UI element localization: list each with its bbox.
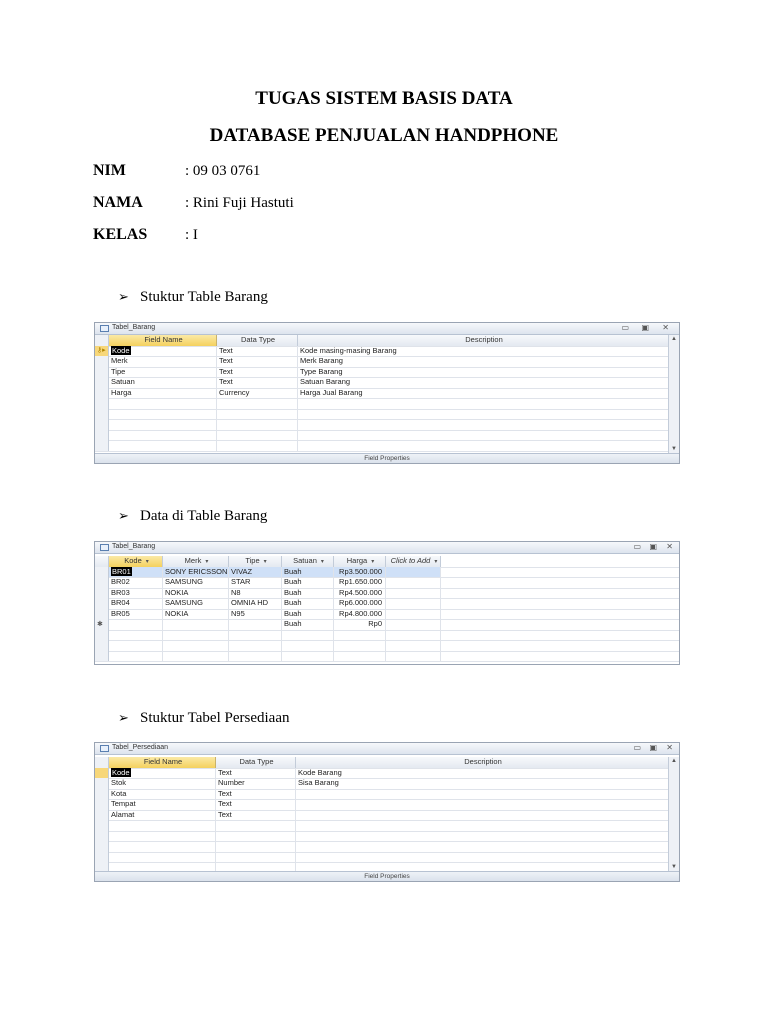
cell-text: Text: [218, 767, 232, 777]
table-cell[interactable]: [109, 598, 163, 609]
table-cell[interactable]: [109, 356, 217, 367]
corner-cell: [95, 757, 109, 768]
table-cell[interactable]: [109, 588, 163, 599]
table-cell[interactable]: [334, 619, 386, 630]
cell-text: BR05: [111, 608, 130, 618]
table-cell[interactable]: [109, 409, 217, 420]
minimize-icon[interactable]: ▭: [621, 323, 629, 332]
cell-text: Kode: [112, 345, 130, 355]
col-header-satuan[interactable]: Satuan ▾: [282, 556, 334, 567]
table-cell[interactable]: [298, 419, 669, 430]
table-cell[interactable]: [282, 598, 334, 609]
cell-text: Harga Jual Barang: [300, 387, 363, 397]
table-row[interactable]: [95, 651, 679, 663]
cell-text: BR03: [111, 587, 130, 597]
table-cell[interactable]: [386, 651, 441, 662]
cell-text: Text: [219, 356, 233, 365]
row-selector[interactable]: [95, 377, 109, 388]
row-selector[interactable]: [95, 630, 109, 641]
table-cell[interactable]: [334, 598, 386, 609]
table-cell[interactable]: [298, 398, 669, 409]
dropdown-icon: ▾: [205, 559, 209, 565]
vertical-scrollbar[interactable]: [668, 757, 679, 871]
arrow-bullet-icon: ➢: [118, 710, 129, 725]
table-cell[interactable]: [109, 440, 217, 451]
table-cell[interactable]: [386, 598, 441, 609]
row-selector[interactable]: [95, 852, 109, 863]
table-cell[interactable]: [298, 367, 669, 378]
row-selector[interactable]: [95, 567, 109, 578]
close-icon[interactable]: ✕: [666, 542, 673, 551]
window-titlebar[interactable]: [95, 743, 679, 755]
nama-value: : Rini Fuji Hastuti: [185, 195, 294, 211]
table-cell[interactable]: [386, 588, 441, 599]
cell-text: Alamat: [111, 809, 135, 819]
vertical-scrollbar[interactable]: [668, 335, 679, 453]
table-cell[interactable]: [216, 789, 296, 800]
table-cell[interactable]: [334, 577, 386, 588]
table-cell[interactable]: [216, 778, 296, 789]
table-cell[interactable]: [109, 377, 217, 388]
col-header[interactable]: Description: [296, 757, 669, 768]
cell-text: Text: [219, 366, 233, 376]
row-selector[interactable]: [95, 367, 109, 378]
table-cell[interactable]: [282, 651, 334, 662]
row-selector[interactable]: [95, 388, 109, 399]
table-cell[interactable]: [216, 799, 296, 810]
cell-text: Text: [219, 377, 233, 386]
datasheet-window-barang[interactable]: [94, 541, 680, 665]
table-cell[interactable]: [109, 831, 216, 842]
table-cell[interactable]: [216, 768, 296, 779]
dropdown-icon: ▾: [263, 559, 267, 565]
table-icon: [100, 325, 109, 332]
cell-text: Number: [218, 778, 245, 787]
dropdown-icon: ▾: [434, 559, 438, 565]
table-cell[interactable]: [217, 419, 298, 430]
row-selector[interactable]: [95, 841, 109, 852]
window-titlebar[interactable]: [95, 542, 679, 554]
table-cell[interactable]: [216, 831, 296, 842]
window-title: Tabel_Barang: [112, 324, 156, 331]
nim-value: : 09 03 0761: [185, 163, 261, 179]
table-cell[interactable]: [282, 567, 334, 578]
col-header-kode[interactable]: Kode ▾: [109, 556, 163, 567]
row-selector[interactable]: [95, 789, 109, 800]
cell-text: BR02: [111, 577, 130, 586]
cell-text: Currency: [219, 387, 250, 397]
table-cell[interactable]: [282, 577, 334, 588]
table-cell[interactable]: [282, 588, 334, 599]
row-selector[interactable]: [95, 430, 109, 441]
col-header-merk[interactable]: Merk ▾: [163, 556, 229, 567]
row-selector[interactable]: [95, 820, 109, 831]
table-cell[interactable]: [298, 440, 669, 451]
cell-text: Buah: [284, 587, 302, 597]
table-cell[interactable]: [216, 820, 296, 831]
table-cell[interactable]: [217, 388, 298, 399]
kelas-value: : I: [185, 227, 198, 243]
new-record-icon: ✱: [97, 621, 103, 628]
table-cell[interactable]: [109, 651, 163, 662]
table-cell[interactable]: [216, 841, 296, 852]
row-selector[interactable]: [95, 778, 109, 789]
table-cell[interactable]: [282, 640, 334, 651]
table-cell[interactable]: [217, 409, 298, 420]
table-cell[interactable]: [109, 398, 217, 409]
table-cell[interactable]: [217, 377, 298, 388]
table-cell[interactable]: [109, 619, 163, 630]
row-selector[interactable]: [95, 356, 109, 367]
table-cell[interactable]: [229, 598, 282, 609]
arrow-bullet-icon: ➢: [118, 289, 129, 304]
dropdown-icon: ▾: [320, 559, 324, 565]
cell-text: Buah: [284, 566, 302, 576]
row-selector[interactable]: [95, 651, 109, 662]
table-cell[interactable]: [217, 430, 298, 441]
table-cell[interactable]: [109, 810, 216, 821]
table-cell[interactable]: [386, 640, 441, 651]
table-cell[interactable]: [282, 630, 334, 641]
table-cell[interactable]: [217, 346, 298, 357]
dropdown-icon: ▾: [371, 559, 375, 565]
cell-text: Type Barang: [300, 366, 343, 376]
window-title: Tabel_Persediaan: [112, 744, 169, 751]
cell-text: Tipe: [111, 366, 126, 376]
table-cell[interactable]: [229, 651, 282, 662]
row-selector[interactable]: [95, 398, 109, 409]
table-cell[interactable]: [163, 567, 229, 578]
design-grid[interactable]: [95, 757, 679, 871]
table-cell[interactable]: [216, 852, 296, 863]
doc-title: TUGAS SISTEM BASIS DATA: [255, 88, 513, 109]
cell-text: Rp4.500.000: [339, 587, 382, 597]
scroll-up-icon[interactable]: ▲: [671, 336, 677, 342]
close-icon[interactable]: ✕: [666, 743, 673, 752]
table-cell[interactable]: [298, 356, 669, 367]
table-cell[interactable]: [334, 588, 386, 599]
table-cell[interactable]: [163, 640, 229, 651]
cell-text: SAMSUNG: [165, 577, 203, 586]
table-cell[interactable]: [109, 778, 216, 789]
table-cell[interactable]: [217, 440, 298, 451]
table-cell[interactable]: [109, 419, 217, 430]
table-design-window-barang[interactable]: [94, 322, 680, 464]
table-cell[interactable]: [386, 609, 441, 620]
cell-text: Satuan Barang: [300, 377, 351, 386]
cell-text: Text: [218, 788, 232, 798]
dropdown-icon: ▾: [145, 559, 149, 565]
row-selector[interactable]: [95, 768, 109, 779]
window-titlebar[interactable]: [95, 323, 679, 335]
table-cell[interactable]: [109, 567, 163, 578]
table-cell[interactable]: [109, 768, 216, 779]
row-selector[interactable]: [95, 831, 109, 842]
table-cell[interactable]: [386, 619, 441, 630]
table-cell[interactable]: [296, 820, 669, 831]
table-cell[interactable]: [334, 567, 386, 578]
minimize-icon[interactable]: ▭: [633, 743, 641, 752]
table-cell[interactable]: [109, 367, 217, 378]
table-cell[interactable]: [229, 567, 282, 578]
table-cell[interactable]: [216, 810, 296, 821]
nama-label: NAMA: [93, 194, 143, 211]
table-cell[interactable]: [334, 630, 386, 641]
cell-text: Rp4.800.000: [339, 608, 382, 618]
table-row[interactable]: [95, 440, 669, 452]
cell-text: Merk: [111, 356, 128, 365]
table-cell[interactable]: [298, 388, 669, 399]
restore-icon[interactable]: ▣: [641, 323, 649, 332]
table-cell[interactable]: [386, 630, 441, 641]
table-cell[interactable]: [109, 789, 216, 800]
row-selector[interactable]: [95, 577, 109, 588]
col-header-click-to-add[interactable]: Click to Add ▾: [386, 556, 441, 567]
table-cell[interactable]: [334, 609, 386, 620]
row-selector[interactable]: [95, 588, 109, 599]
table-cell[interactable]: [296, 831, 669, 842]
col-header-tipe[interactable]: Tipe ▾: [229, 556, 282, 567]
table-cell[interactable]: [282, 619, 334, 630]
cell-text: Text: [219, 345, 233, 355]
table-cell[interactable]: [229, 640, 282, 651]
table-cell[interactable]: [109, 820, 216, 831]
table-cell[interactable]: [229, 609, 282, 620]
primary-key-icon: ⚷▸: [97, 346, 106, 354]
table-cell[interactable]: [109, 388, 217, 399]
cell-text: NOKIA: [165, 587, 189, 597]
table-cell[interactable]: [229, 588, 282, 599]
table-cell[interactable]: [229, 577, 282, 588]
cell-text: Stok: [111, 778, 127, 787]
restore-icon[interactable]: ▣: [649, 743, 657, 752]
row-selector[interactable]: [95, 346, 109, 357]
table-cell[interactable]: [296, 789, 669, 800]
cell-text: Buah: [284, 577, 302, 586]
table-cell[interactable]: [298, 346, 669, 357]
table-cell[interactable]: [109, 799, 216, 810]
scroll-up-icon[interactable]: ▲: [671, 758, 677, 764]
row-selector[interactable]: [95, 598, 109, 609]
cell-text: NOKIA: [165, 608, 189, 618]
table-cell[interactable]: [217, 356, 298, 367]
table-cell[interactable]: [109, 346, 217, 357]
col-header[interactable]: Data Type: [216, 757, 296, 768]
cell-text: Kota: [111, 788, 127, 798]
table-icon: [100, 544, 109, 551]
table-cell[interactable]: [109, 640, 163, 651]
cell-text: VIVAZ: [231, 566, 253, 576]
cell-text: Buah: [284, 598, 302, 607]
table-cell[interactable]: [163, 598, 229, 609]
table-cell[interactable]: [163, 630, 229, 641]
table-cell[interactable]: [217, 398, 298, 409]
field-properties-bar[interactable]: Field Properties: [95, 871, 679, 881]
cell-text: Tempat: [111, 799, 136, 808]
cell-text: SONY ERICSSON: [165, 566, 228, 576]
section-heading-2: ➢ Data di Table Barang: [118, 508, 268, 524]
cell-text: BR01: [112, 566, 131, 576]
table-cell[interactable]: [298, 377, 669, 388]
cell-text: Satuan: [111, 377, 135, 386]
cell-text: Harga: [111, 387, 132, 397]
col-header[interactable]: Data Type: [217, 335, 298, 346]
col-header[interactable]: Description: [298, 335, 669, 346]
design-grid[interactable]: [95, 335, 679, 453]
col-header[interactable]: Field Name: [109, 335, 217, 346]
col-header[interactable]: Field Name: [109, 757, 216, 768]
table-cell[interactable]: [163, 588, 229, 599]
table-cell[interactable]: [334, 651, 386, 662]
cell-text: Buah: [284, 608, 302, 618]
cell-text: Rp3.500.000: [339, 566, 382, 576]
row-selector[interactable]: [95, 409, 109, 420]
table-cell[interactable]: [298, 430, 669, 441]
cell-text: Merk Barang: [300, 356, 343, 365]
cell-text: Rp6.000.000: [339, 598, 382, 607]
table-cell[interactable]: [386, 567, 441, 578]
table-cell[interactable]: [334, 640, 386, 651]
row-selector[interactable]: [95, 440, 109, 451]
row-selector[interactable]: [95, 609, 109, 620]
table-cell[interactable]: [386, 577, 441, 588]
row-selector[interactable]: [95, 810, 109, 821]
col-header-harga[interactable]: Harga ▾: [334, 556, 386, 567]
table-cell[interactable]: [109, 609, 163, 620]
row-selector[interactable]: [95, 640, 109, 651]
doc-subtitle: DATABASE PENJUALAN HANDPHONE: [209, 125, 559, 146]
table-cell[interactable]: [163, 619, 229, 630]
table-cell[interactable]: [296, 799, 669, 810]
cell-text: Kode masing-masing Barang: [300, 345, 397, 355]
minimize-icon[interactable]: ▭: [633, 542, 641, 551]
cell-text: Sisa Barang: [298, 778, 339, 787]
cell-text: STAR: [231, 577, 251, 586]
cell-text: BR04: [111, 598, 130, 607]
table-cell[interactable]: [296, 778, 669, 789]
table-cell[interactable]: [229, 619, 282, 630]
row-selector[interactable]: [95, 619, 109, 630]
table-cell[interactable]: [109, 630, 163, 641]
table-cell[interactable]: [163, 609, 229, 620]
table-cell[interactable]: [109, 852, 216, 863]
cell-text: Rp0: [368, 619, 382, 628]
table-cell[interactable]: [163, 577, 229, 588]
table-cell[interactable]: [296, 852, 669, 863]
table-icon: [100, 745, 109, 752]
scroll-down-icon[interactable]: ▼: [671, 446, 677, 452]
cell-text: Kode Barang: [298, 767, 342, 777]
cell-text: Rp1.650.000: [339, 577, 382, 586]
table-design-window-persediaan[interactable]: [94, 742, 680, 882]
section-heading-1: ➢ Stuktur Table Barang: [118, 289, 268, 305]
close-icon[interactable]: ✕: [662, 323, 669, 332]
corner-cell: [95, 556, 109, 567]
table-cell[interactable]: [296, 841, 669, 852]
corner-cell: [95, 335, 109, 346]
cell-text: SAMSUNG: [165, 598, 203, 607]
table-cell[interactable]: [296, 768, 669, 779]
section-heading-3: ➢ Stuktur Tabel Persediaan: [118, 710, 290, 726]
table-cell[interactable]: [109, 577, 163, 588]
table-cell[interactable]: [109, 430, 217, 441]
table-cell[interactable]: [229, 630, 282, 641]
restore-icon[interactable]: ▣: [649, 542, 657, 551]
field-properties-bar[interactable]: Field Properties: [95, 453, 679, 463]
cell-text: Text: [218, 809, 232, 819]
cell-text: Text: [218, 799, 232, 808]
row-selector[interactable]: [95, 419, 109, 430]
table-cell[interactable]: [296, 810, 669, 821]
cell-text: Buah: [284, 619, 302, 628]
cell-text: OMNIA HD: [231, 598, 269, 607]
window-title: Tabel_Barang: [112, 543, 156, 550]
table-cell[interactable]: [109, 841, 216, 852]
cell-text: N95: [231, 608, 245, 618]
kelas-label: KELAS: [93, 226, 148, 243]
scroll-down-icon[interactable]: ▼: [671, 864, 677, 870]
table-cell[interactable]: [282, 609, 334, 620]
datasheet-grid[interactable]: [95, 556, 679, 664]
table-cell[interactable]: [217, 367, 298, 378]
table-cell[interactable]: [298, 409, 669, 420]
row-selector[interactable]: [95, 799, 109, 810]
cell-text: N8: [231, 587, 241, 597]
arrow-bullet-icon: ➢: [118, 508, 129, 523]
table-cell[interactable]: [163, 651, 229, 662]
nim-label: NIM: [93, 162, 126, 179]
cell-text: Kode: [112, 767, 130, 777]
